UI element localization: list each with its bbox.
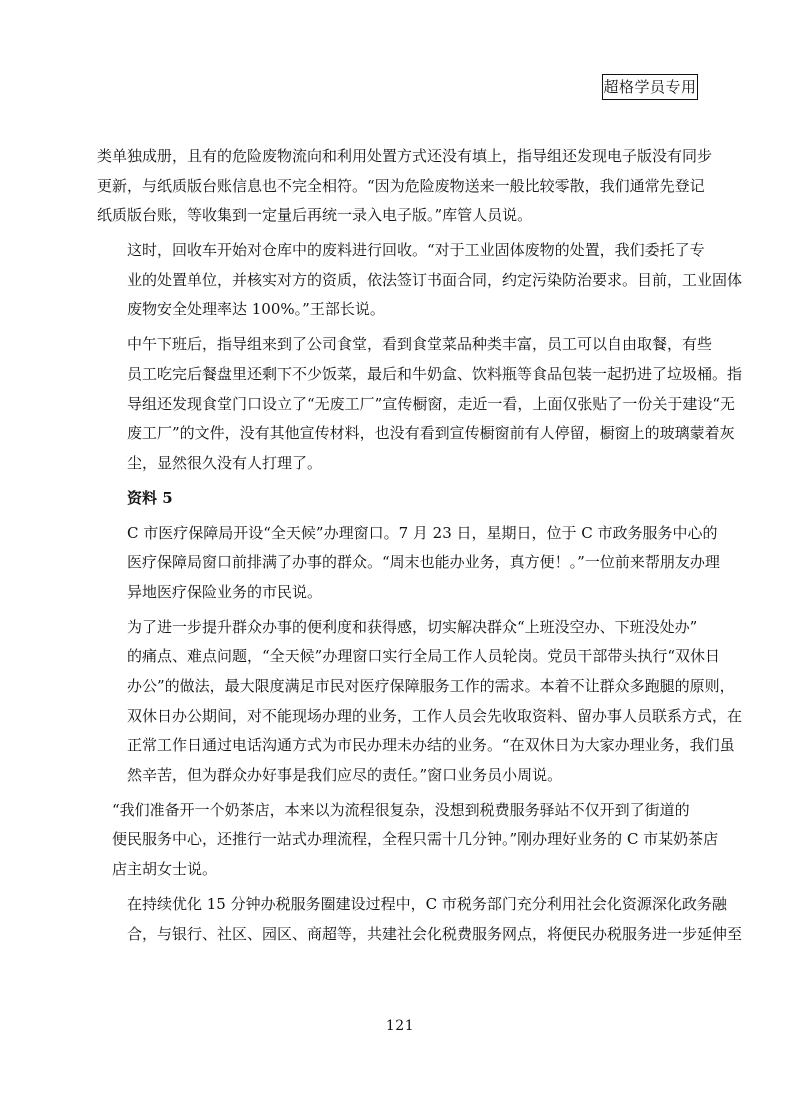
- text-line: 然辛苦，但为群众办好事是我们应尽的责任。”窗口业务员小周说。: [127, 765, 563, 784]
- text-line: 类单独成册，且有的危险废物流向和利用处置方式还没有填上，指导组还发现电子版没有同步: [97, 147, 713, 165]
- body-text: [97, 142, 743, 955]
- text-line: 为了进一步提升群众办事的便利度和获得感，切实解决群众“上班没空办、下班没处办”: [127, 617, 698, 636]
- text-line: 废工厂”的文件，没有其他宣传材料，也没有看到宣传橱窗前有人停留，橱窗上的玻璃蒙着灰: [127, 424, 735, 443]
- text-line: 导组还发现食堂门口设立了“无废工厂”宣传橱窗，走近一看，上面仅张贴了一份关于建设“无: [127, 394, 736, 413]
- text-line: 中午下班后，指导组来到了公司食堂，看到食堂菜品种类丰富，员工可以自由取餐，有些: [127, 335, 713, 354]
- paragraph-1: [97, 142, 713, 231]
- page-number: 121: [385, 1018, 415, 1034]
- paragraph-2: [97, 236, 743, 325]
- paragraph-5: [97, 613, 743, 791]
- text-line: 员工吃完后餐盘里还剩下不少饭菜，最后和牛奶盒、饮料瓶等食品包装一起扔进了垃圾桶。指: [127, 364, 743, 383]
- text-line: 纸质版台账，等收集到一定量后再统一录入电子版。”库管人员说。: [97, 206, 533, 225]
- text-line: 这时，回收车开始对仓库中的废料进行回收。“对于工业固体废物的处置，我们委托了专: [127, 241, 705, 260]
- paragraph-4: [97, 519, 720, 608]
- text-line: 合，与银行、社区、园区、商超等，共建社会化税费服务网点，将便民办税服务进一步延伸至: [127, 924, 743, 943]
- section-heading: 资料 5: [127, 488, 173, 507]
- text-line: 更新，与纸质版台账信息也不完全相符。“因为危险废物送来一般比较零散，我们通常先登记: [97, 176, 705, 195]
- text-line: “我们准备开一个奶茶店，本来以为流程很复杂，没想到税费服务驿站不仅开到了街道的: [112, 800, 690, 819]
- text-line: 废物安全处理率达 100%。”王部长说。: [127, 300, 385, 319]
- paragraph-3: [97, 330, 743, 478]
- text-line: 的痛点、难点问题，“全天候”办理窗口实行全局工作人员轮岗。党员干部带头执行“双休日: [127, 647, 721, 666]
- text-line: 正常工作日通过电话沟通方式为市民办理未办结的业务。“在双休日为大家办理业务，我们虽: [127, 736, 735, 755]
- text-line: 双休日办公期间，对不能现场办理的业务，工作人员会先收取资料、留办事人员联系方式，在: [127, 706, 743, 725]
- text-line: 异地医疗保险业务的市民说。: [127, 582, 323, 601]
- text-line: 医疗保障局窗口前排满了办事的群众。“周末也能办业务，真方便！。”一位前来帮朋友办理: [127, 553, 720, 572]
- paragraph-6: [97, 796, 719, 885]
- text-line: 店主胡女士说。: [112, 860, 218, 878]
- text-line: 业的处置单位，并核实对方的资质，依法签订书面合同，约定污染防治要求。目前，工业固体: [127, 270, 743, 289]
- student-only-badge: 超格学员专用: [602, 74, 698, 100]
- text-line: C 市医疗保障局开设“全天候”办理窗口。7 月 23 日，星期日，位于 C 市政务服务中心的: [127, 523, 718, 542]
- text-line: 便民服务中心，还推行一站式办理流程，全程只需十几分钟。”刚办理好业务的 C 市某奶茶店: [112, 830, 719, 849]
- text-line: 尘，显然很久没有人打理了。: [127, 453, 323, 472]
- text-line: 在持续优化 15 分钟办税服务圈建设过程中，C 市税务部门充分利用社会化资源深化政务融: [127, 894, 727, 913]
- paragraph-7: [97, 890, 743, 949]
- text-line: 办公”的做法，最大限度满足市民对医疗保障服务工作的需求。本着不让群众多跑腿的原则，: [127, 677, 735, 696]
